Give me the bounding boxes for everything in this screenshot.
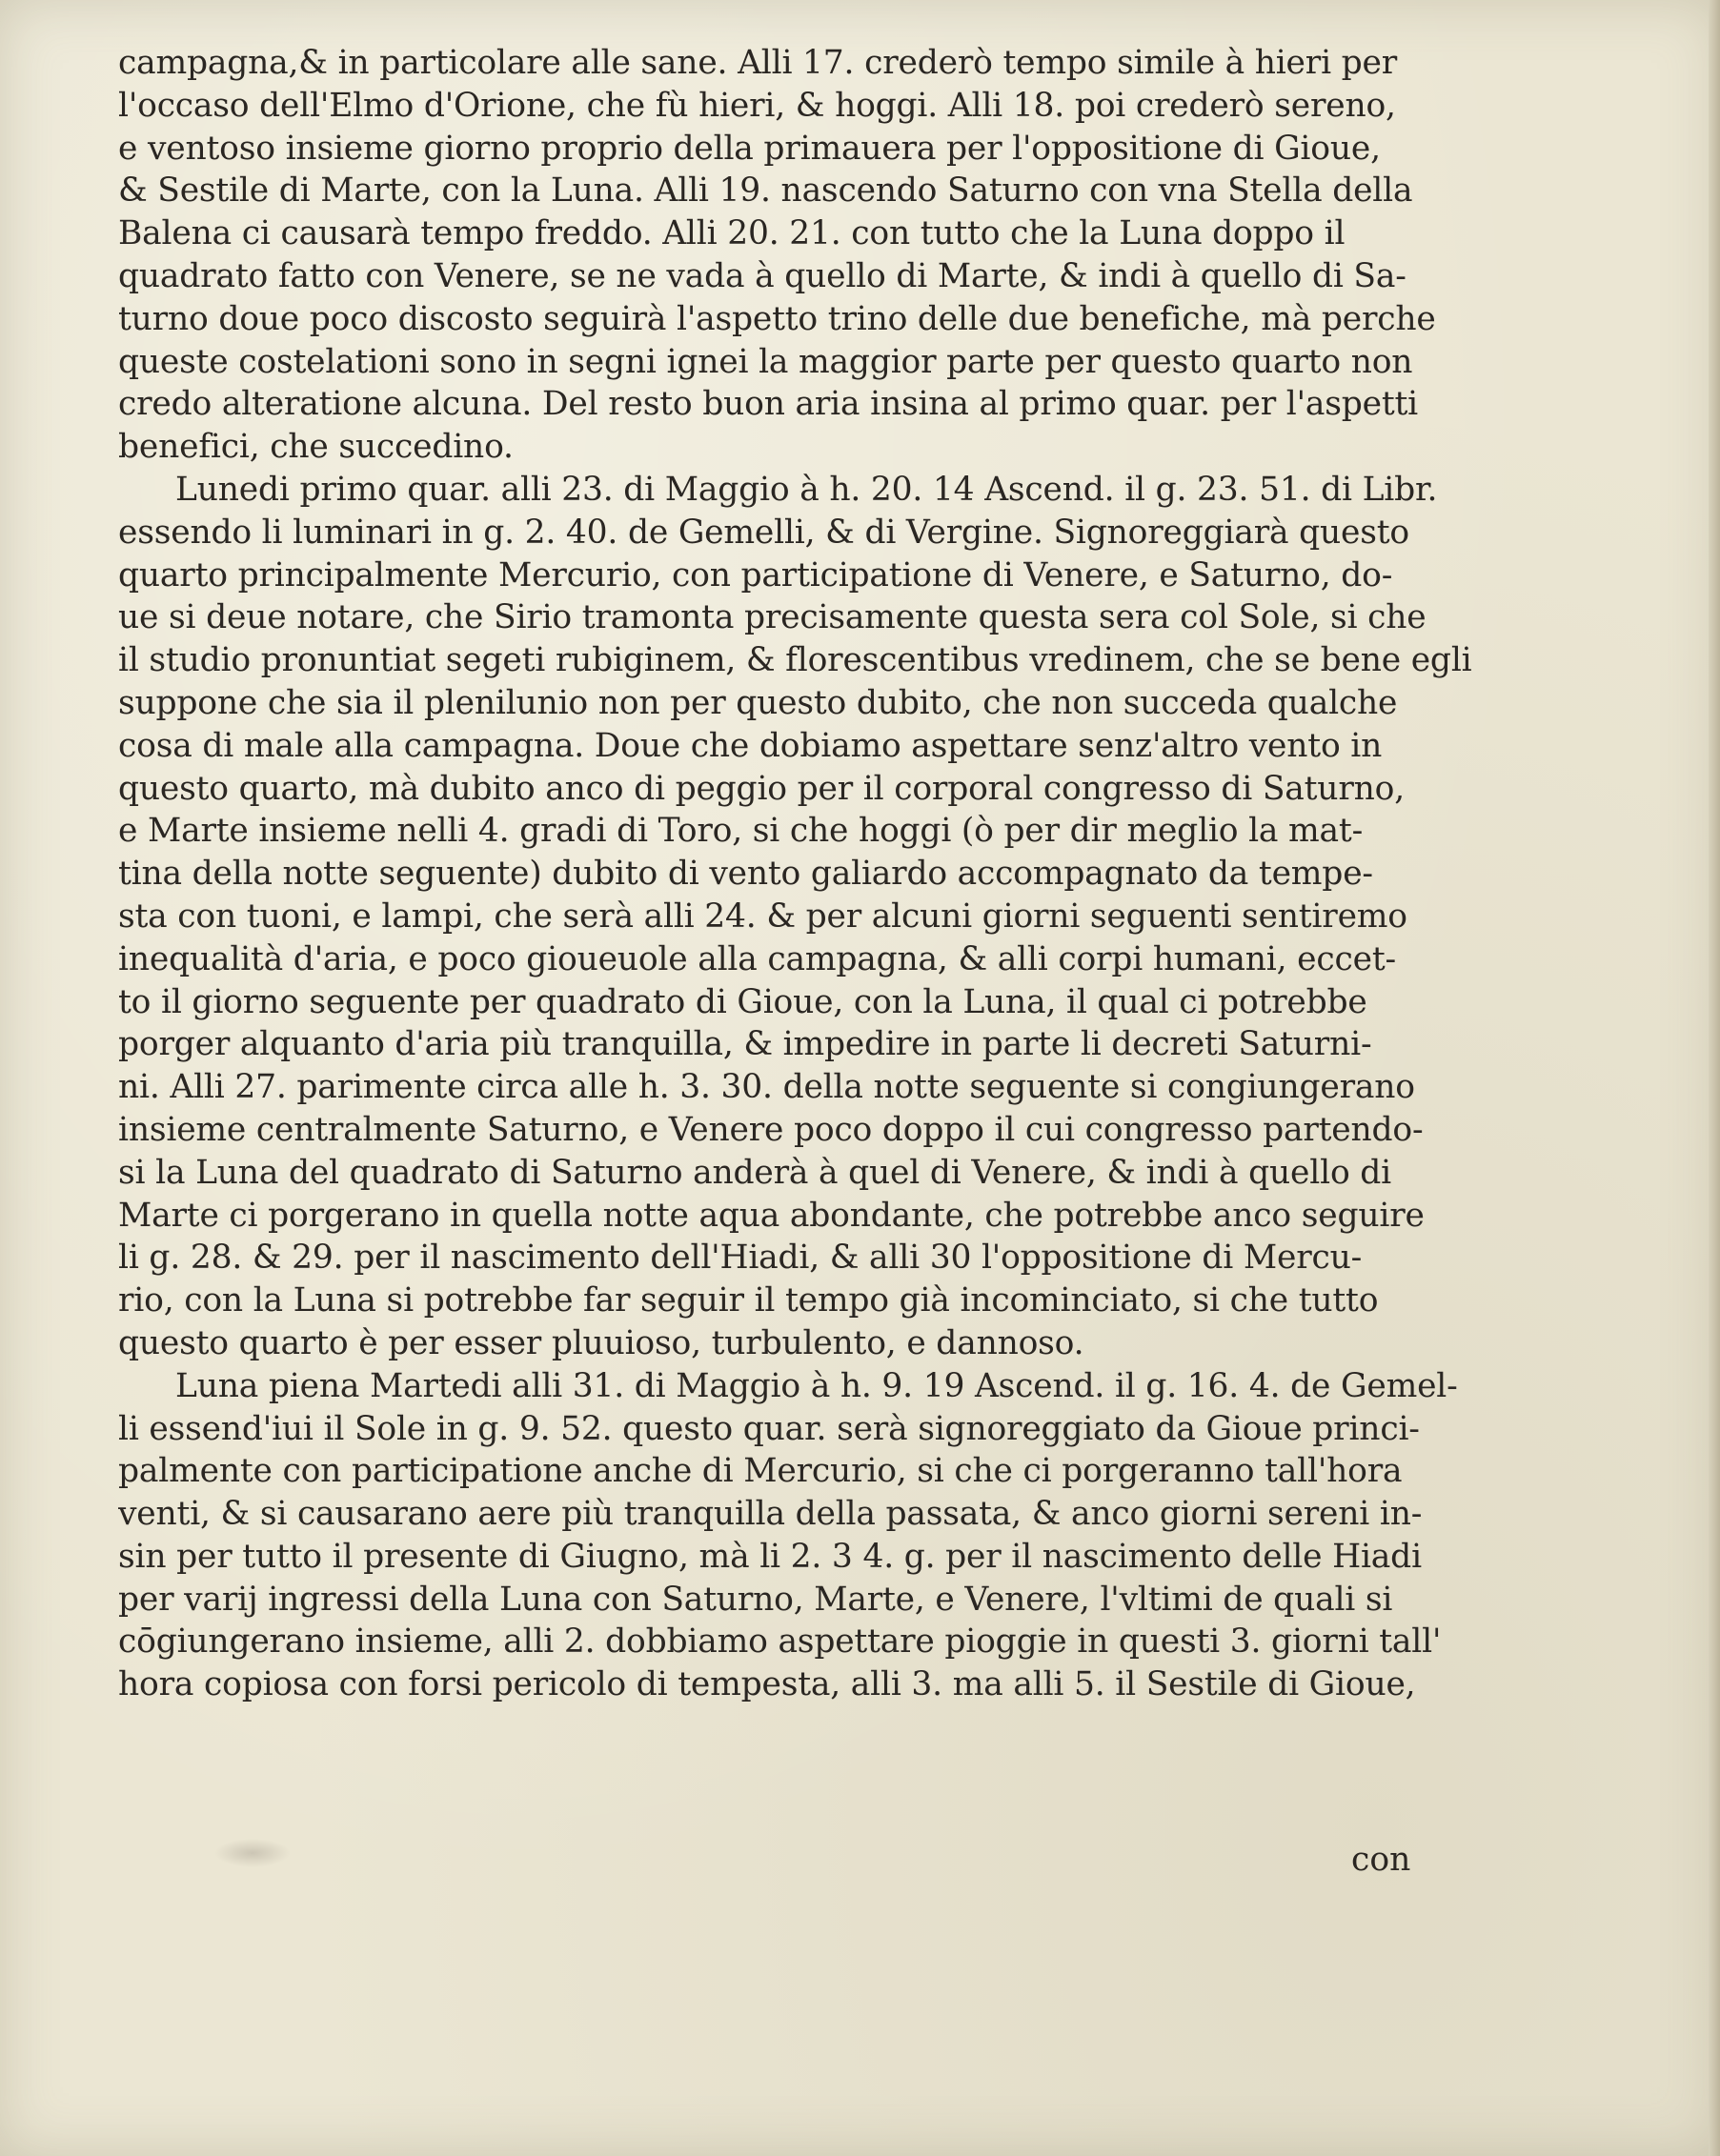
text-line: li essend'iui il Sole in g. 9. 52. questo quar. serà signoreggiato da Gioue princi- <box>118 1409 1420 1448</box>
text-line: l'occaso dell'Elmo d'Orione, che fù hieri, & hoggi. Alli 18. poi crederò sereno, <box>118 86 1396 125</box>
text-line: campagna,& in particolare alle sane. Alli 17. crederò tempo simile à hieri per <box>118 44 1398 82</box>
text-line: cōgiungerano insieme, alli 2. dobbiamo aspettare pioggie in questi 3. giorni tall' <box>118 1622 1442 1662</box>
text-line: il studio pronuntiat segeti rubiginem, & florescentibus vredinem, che se bene egli <box>118 641 1472 680</box>
text-line: porger alquanto d'aria più tranquilla, & impedire in parte li decreti Saturni- <box>118 1025 1372 1064</box>
text-line: ue si deue notare, che Sirio tramonta precisamente questa sera col Sole, si che <box>118 598 1427 637</box>
text-line: queste costelationi sono in segni ignei la maggior parte per questo quarto non <box>118 342 1413 381</box>
text-line: turno doue poco discosto seguirà l'aspetto trino delle due benefiche, mà perche <box>118 299 1436 338</box>
text-line: si la Luna del quadrato di Saturno anderà à quel di Venere, & indi à quello di <box>118 1153 1391 1192</box>
text-line: tina della notte seguente) dubito di vento galiardo accompagnato da tempe- <box>118 855 1373 894</box>
text-line: Lunedi primo quar. alli 23. di Maggio à h. 20. 14 Ascend. il g. 23. 51. di Libr. <box>175 470 1438 509</box>
text-line: essendo li luminari in g. 2. 40. de Gemelli, & di Vergine. Signoreggiarà questo <box>118 513 1409 552</box>
text-line: quarto principalmente Mercurio, con participatione di Venere, e Saturno, do- <box>118 555 1393 594</box>
text-line: ni. Alli 27. parimente circa alle h. 3. 30. della notte seguente si congiungerano <box>118 1068 1415 1107</box>
text-line: venti, & si causarano aere più tranquilla della passata, & anco giorni sereni in- <box>118 1495 1423 1534</box>
text-line: palmente con participatione anche di Mercurio, si che ci porgeranno tall'hora <box>118 1452 1403 1491</box>
text-line: & Sestile di Marte, con la Luna. Alli 19. nascendo Saturno con vna Stella della <box>118 171 1413 211</box>
text-line: suppone che sia il plenilunio non per questo dubito, che non succeda qualche <box>118 683 1398 722</box>
text-line: inequalità d'aria, e poco gioueuole alla campagna, & alli corpi humani, eccet- <box>118 939 1396 978</box>
text-line: per varij ingressi della Luna con Saturno, Marte, e Venere, l'vltimi de quali si <box>118 1580 1393 1619</box>
text-line: insieme centralmente Saturno, e Venere poco doppo il cui congresso partendo- <box>118 1110 1424 1149</box>
text-line: to il giorno seguente per quadrato di Gioue, con la Luna, il qual ci potrebbe <box>118 982 1367 1021</box>
text-line: quadrato fatto con Venere, se ne vada à quello di Marte, & indi à quello di Sa- <box>118 256 1406 295</box>
text-line: benefici, che succedino. <box>118 428 514 467</box>
text-line: e Marte insieme nelli 4. gradi di Toro, si che hoggi (ò per dir meglio la mat- <box>118 812 1364 851</box>
text-line: li g. 28. & 29. per il nascimento dell'Hiadi, & alli 30 l'oppositione di Mercu- <box>118 1239 1363 1278</box>
text-line: questo quarto, mà dubito anco di peggio per il corporal congresso di Saturno, <box>118 769 1405 808</box>
text-line: cosa di male alla campagna. Doue che dobiamo aspettare senz'altro vento in <box>118 726 1383 765</box>
text-line: sta con tuoni, e lampi, che serà alli 24. & per alcuni giorni seguenti sentiremo <box>118 897 1407 936</box>
body-text <box>118 42 1525 1706</box>
text-line: Balena ci causarà tempo freddo. Alli 20. 21. con tutto che la Luna doppo il <box>118 214 1346 253</box>
text-line: credo alteratione alcuna. Del resto buon aria insina al primo quar. per l'aspetti <box>118 385 1419 424</box>
ink-smudge <box>214 1839 291 1867</box>
text-line: questo quarto è per esser pluuioso, turbulento, e dannoso. <box>118 1323 1084 1362</box>
text-line: rio, con la Luna si potrebbe far seguir il tempo già incominciato, si che tutto <box>118 1281 1379 1320</box>
text-line: Marte ci porgerano in quella notte aqua abondante, che potrebbe anco seguire <box>118 1196 1425 1235</box>
catchword: con <box>1351 1841 1411 1879</box>
text-line: sin per tutto il presente di Giugno, mà li 2. 3 4. g. per il nascimento delle Hiadi <box>118 1537 1422 1576</box>
text-line: e ventoso insieme giorno proprio della primauera per l'oppositione di Gioue, <box>118 129 1381 168</box>
page-edge <box>1709 0 1720 2156</box>
text-line: hora copiosa con forsi pericolo di tempesta, alli 3. ma alli 5. il Sestile di Gioue, <box>118 1665 1416 1704</box>
text-line: Luna piena Martedi alli 31. di Maggio à h. 9. 19 Ascend. il g. 16. 4. de Gemel- <box>175 1366 1458 1405</box>
